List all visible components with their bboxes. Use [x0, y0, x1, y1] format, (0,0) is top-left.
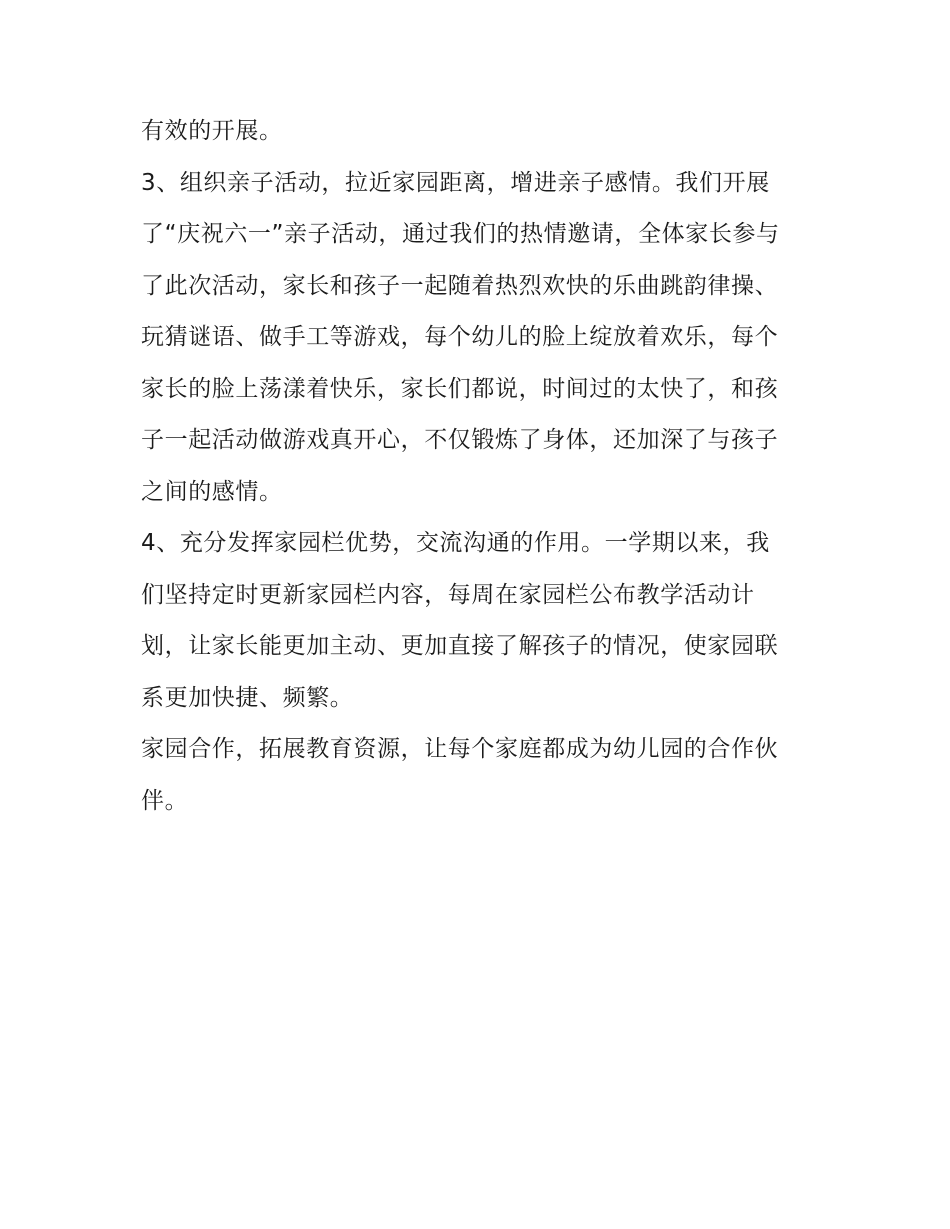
body-text [141, 106, 821, 827]
text-line: 系更加快捷、频繁。 [141, 684, 354, 711]
text-line: 有效的开展。 [141, 118, 283, 144]
text-line: 3、组织亲子活动，拉近家园距离，增进亲子感情。我们开展 [141, 169, 770, 196]
text-line: 们坚持定时更新家园栏内容，每周在家园栏公布教学活动计 [141, 581, 755, 608]
text-line: 伴。 [141, 787, 189, 814]
text-line: 之间的感情。 [141, 478, 283, 505]
text-line: 了“庆祝六一”亲子活动，通过我们的热情邀请，全体家长参与 [141, 221, 780, 247]
text-line: 家园合作，拓展教育资源，让每个家庭都成为幼儿园的合作伙 [141, 736, 779, 762]
text-line: 了此次活动，家长和孩子一起随着热烈欢快的乐曲跳韵律操、 [141, 272, 779, 299]
text-line: 家长的脸上荡漾着快乐，家长们都说，时间过的太快了，和孩 [141, 375, 779, 402]
text-line: 子一起活动做游戏真开心，不仅锻炼了身体，还加深了与孩子 [141, 427, 779, 453]
text-line: 划，让家长能更加主动、更加直接了解孩子的情况，使家园联 [141, 633, 779, 659]
text-line: 玩猜谜语、做手工等游戏，每个幼儿的脸上绽放着欢乐，每个 [141, 324, 779, 350]
text-line: 4、充分发挥家园栏优势，交流沟通的作用。一学期以来，我 [141, 530, 770, 556]
